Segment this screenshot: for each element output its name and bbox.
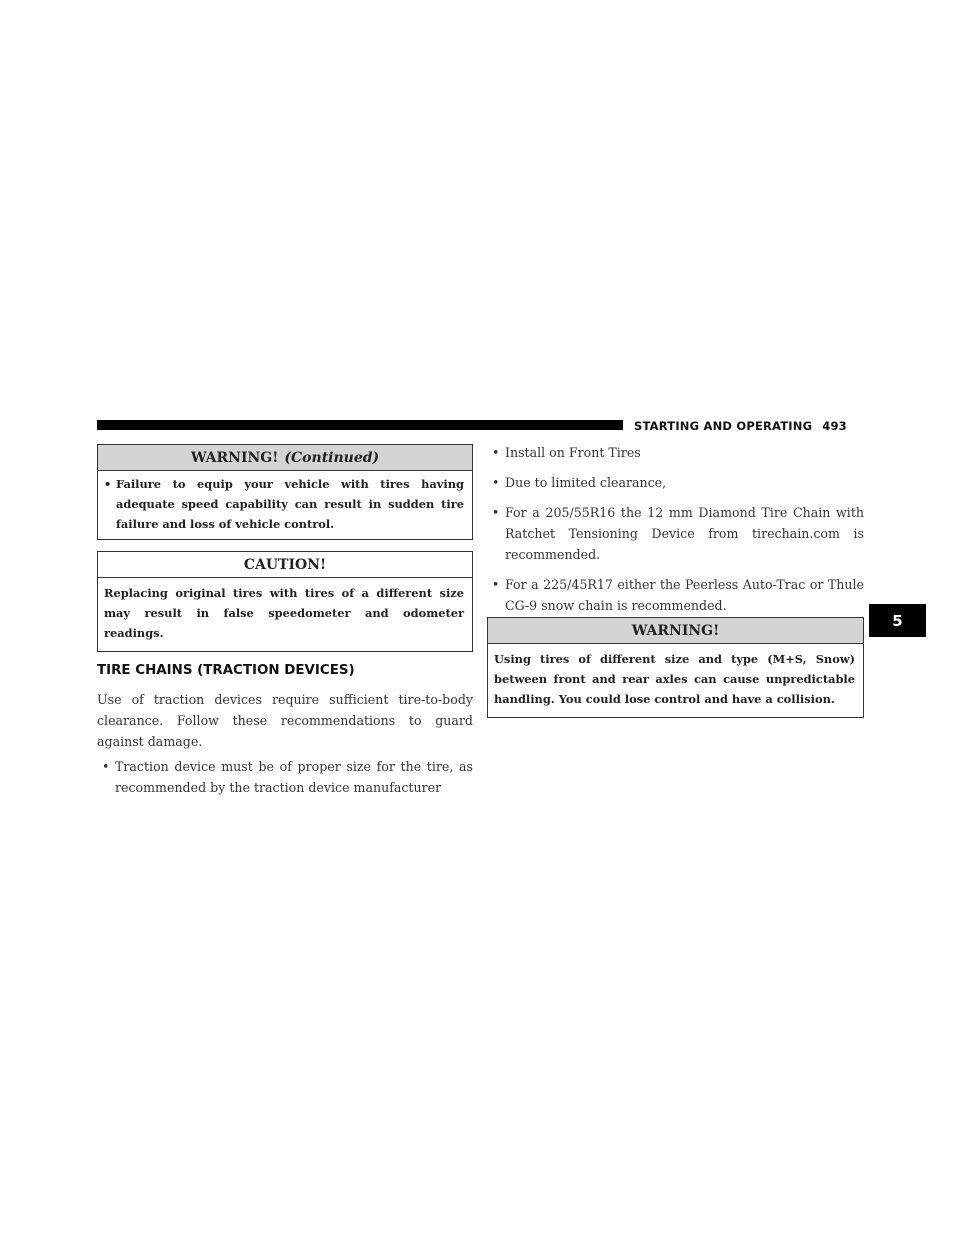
tire-chains-right-list — [492, 442, 864, 625]
caution-title: CAUTION! — [243, 557, 327, 573]
list-item-text: Install on Front Tires — [505, 445, 641, 460]
bullet-dot: • — [492, 577, 500, 592]
list-item — [102, 756, 473, 798]
list-item-text: For a 225/45R17 either the Peerless Auto-Trac or Thule CG-9 snow chain is recommended. — [505, 577, 864, 613]
tire-chains-intro: Use of traction devices require sufficient tire-to-body clearance. Follow these recommendations to guard against damage. — [97, 692, 473, 749]
bullet-dot: • — [492, 475, 500, 490]
warning-continued-subtitle: (Continued) — [284, 450, 380, 466]
list-item-text: For a 205/55R16 the 12 mm Diamond Tire Chain with Ratchet Tensioning Device from tirechain.com is recommended. — [505, 505, 864, 562]
caution-header — [98, 552, 472, 578]
caution-body: Replacing original tires with tires of a different size may result in false speedometer and odometer readings. — [104, 586, 464, 640]
warning-continued-bullet — [104, 474, 464, 534]
caution-box — [97, 551, 473, 652]
bullet-dot: • — [104, 477, 112, 491]
warning-body: Using tires of different size and type (M+S, Snow) between front and rear axles can cause unpredictable handling. You could lose control and have a collision. — [494, 652, 855, 706]
header-rule — [97, 420, 623, 430]
list-item-text: Due to limited clearance, — [505, 475, 667, 490]
section-heading-tire-chains: TIRE CHAINS (TRACTION DEVICES) — [97, 663, 355, 678]
warning-continued-title: WARNING! — [190, 450, 279, 466]
list-item — [492, 502, 864, 565]
list-item-text: Traction device must be of proper size for the tire, as recommended by the traction device manufacturer — [115, 759, 473, 795]
bullet-dot: • — [102, 759, 110, 774]
warning-continued-box — [97, 444, 473, 540]
list-item — [492, 442, 864, 463]
warning-continued-body — [98, 471, 472, 540]
bullet-dot: • — [492, 445, 500, 460]
page-number: 493 — [822, 419, 847, 433]
tire-chains-left-list — [102, 756, 473, 807]
warning-title: WARNING! — [631, 623, 720, 639]
list-item — [492, 472, 864, 493]
warning-header — [488, 618, 863, 644]
warning-continued-header — [98, 445, 472, 471]
header-section-title: STARTING AND OPERATING — [634, 419, 813, 433]
chapter-tab: 5 — [869, 604, 926, 637]
running-header — [634, 419, 847, 433]
warning-continued-text: Failure to equip your vehicle with tires having adequate speed capability can result in sudden tire failure and loss of vehicle control. — [116, 477, 464, 531]
bullet-dot: • — [492, 505, 500, 520]
warning-box — [487, 617, 864, 718]
list-item — [492, 574, 864, 616]
